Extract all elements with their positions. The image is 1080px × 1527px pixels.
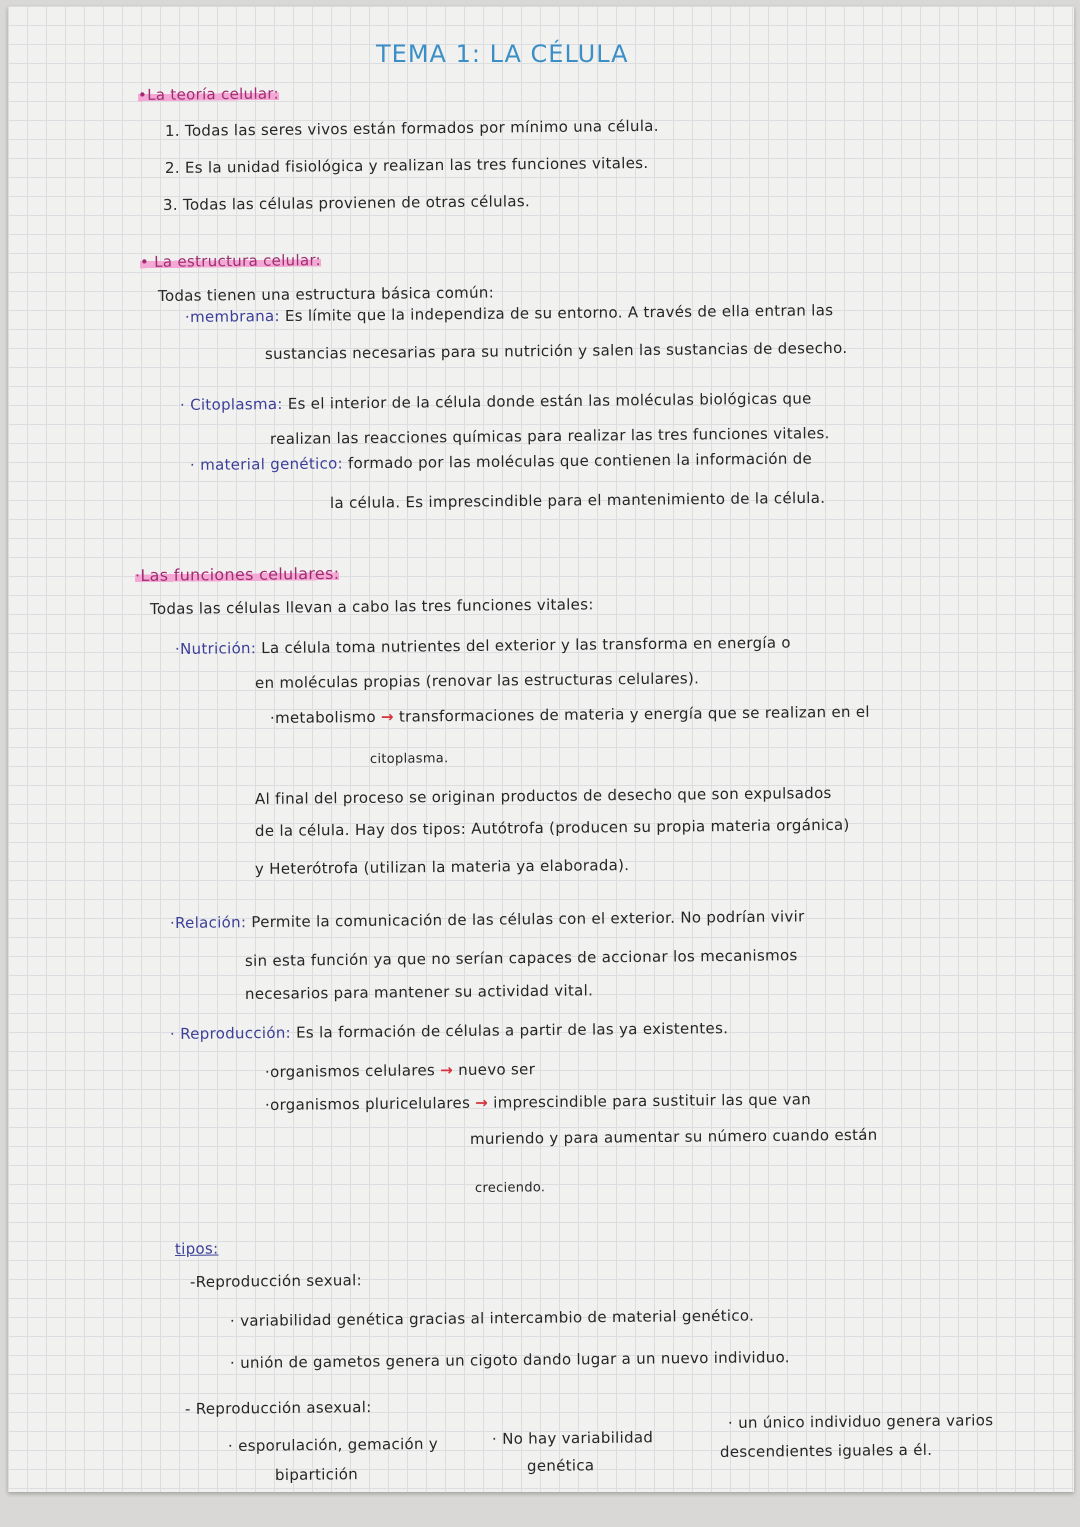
teoria-item-3: 3. Todas las células provienen de otras células. (162, 192, 531, 214)
metabolismo-cont: citoplasma. (369, 751, 449, 767)
asexual-col2a: · No hay variabilidad (491, 1428, 654, 1448)
sexual-bullet-2: · unión de gametos genera un cigoto dando lugar a un nuevo individuo. (229, 1348, 790, 1372)
funciones-intro: Todas las células llevan a cabo las tres funciones vitales: (149, 595, 594, 618)
relacion-text: Permite la comunicación de las células con el exterior. No podrían vivir (251, 907, 805, 932)
material-text: formado por las moléculas que contienen la información de (347, 449, 813, 473)
heading-text: ·Las funciones celulares: (134, 563, 340, 585)
nuevo-ser: nuevo ser (458, 1060, 536, 1079)
relacion-cont2: necesarios para mantener su actividad vital. (244, 981, 594, 1003)
heading-funciones-celulares (135, 564, 340, 585)
relacion-label: ·Relación: (169, 913, 247, 932)
nutricion-p2: de la célula. Hay dos tipos: Autótrofa (producen su propia materia orgánica) (254, 815, 850, 840)
pluricelulares-cont1: muriendo y para aumentar su número cuando están (469, 1125, 878, 1148)
teoria-item-2: 2. Es la unidad fisiológica y realizan las tres funciones vitales. (164, 153, 649, 177)
nutricion-p3: y Heterótrofa (utilizan la materia ya elaborada). (254, 856, 630, 878)
sexual-title: -Reproducción sexual: (189, 1271, 363, 1291)
metabolismo-label: ·metabolismo (269, 707, 377, 727)
teoria-item-1: 1. Todas las seres vivos están formados por mínimo una célula. (164, 116, 659, 140)
membrana-label: ·membrana: (184, 307, 280, 326)
asexual-col3b: descendientes iguales a él. (719, 1440, 933, 1461)
organismos-pluricelulares: ·organismos pluricelulares (264, 1093, 471, 1114)
heading-estructura-celular (140, 251, 321, 271)
nutricion-p1: Al final del proceso se originan productos de desecho que son expulsados (254, 783, 832, 808)
pluricelulares-cont2: creciendo. (474, 1180, 546, 1196)
notebook-page (8, 6, 1074, 1492)
membrana-cont: sustancias necesarias para su nutrición y salen las sustancias de desecho. (264, 338, 848, 363)
membrana-text: Es límite que la independiza de su entorno. A través de ella entran las (284, 301, 834, 325)
nutricion-label: ·Nutrición: (174, 639, 257, 658)
heading-teoria-celular (138, 85, 279, 104)
asexual-col2b: genética (526, 1456, 595, 1475)
arrow-icon: → (475, 1093, 489, 1112)
material-cont: la célula. Es imprescindible para el mantenimiento de la célula. (329, 488, 826, 512)
asexual-col1b: bipartición (274, 1465, 359, 1484)
citoplasma-text: Es el interior de la célula donde están las moléculas biológicas que (287, 389, 812, 413)
asexual-title: - Reproducción asexual: (184, 1398, 372, 1418)
estructura-intro: Todas tienen una estructura básica común: (157, 283, 495, 305)
arrow-icon: → (380, 707, 394, 726)
nutricion-cont: en moléculas propias (renovar las estructuras celulares). (254, 669, 700, 692)
organismos-celulares: ·organismos celulares (264, 1061, 436, 1081)
asexual-col1a: · esporulación, gemación y (227, 1434, 439, 1455)
reproduccion-text: Es la formación de células a partir de las ya existentes. (295, 1019, 729, 1042)
heading-text: •La teoría celular: (137, 84, 280, 104)
tipos-label: tipos: (174, 1239, 219, 1258)
heading-text: • La estructura celular: (139, 251, 322, 271)
metabolismo-text: transformaciones de materia y energía que se realizan en el (398, 702, 870, 726)
citoplasma-cont: realizan las reacciones químicas para realizar las tres funciones vitales. (269, 424, 830, 448)
nutricion-text: La célula toma nutrientes del exterior y las transforma en energía o (261, 633, 791, 658)
material-label: · material genético: (189, 454, 344, 474)
sexual-bullet-1: · variabilidad genética gracias al intercambio de material genético. (229, 1306, 755, 1330)
arrow-icon: → (440, 1061, 454, 1080)
citoplasma-label: · Citoplasma: (179, 394, 283, 414)
pluricelulares-text: imprescindible para sustituir las que van (493, 1090, 812, 1112)
asexual-col3a: · un único individuo genera varios (727, 1411, 994, 1432)
relacion-cont1: sin esta función ya que no serían capaces de accionar los mecanismos (244, 946, 798, 970)
page-title: TEMA 1: LA CÉLULA (376, 40, 629, 68)
reproduccion-label: · Reproducción: (169, 1023, 292, 1043)
unicelulares-line (265, 1060, 535, 1081)
